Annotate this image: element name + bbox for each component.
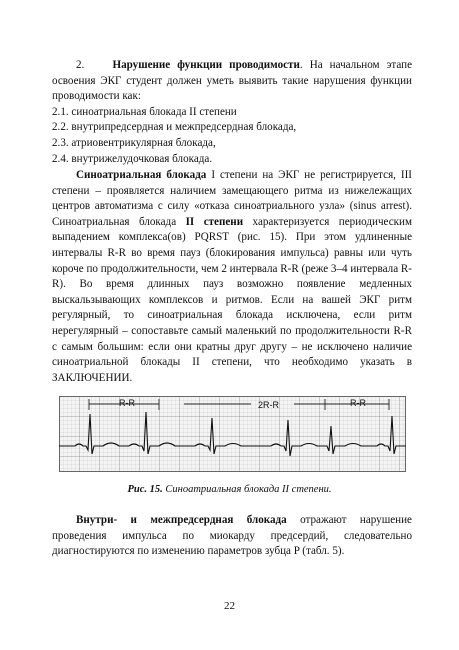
list-item: 2.2. внутрипредсердная и межпредсердная блокада, [52, 121, 297, 134]
section-title: Нарушение функции проводимости [112, 59, 300, 71]
interval-label-2rr: 2R-R [258, 400, 280, 410]
list-item: 2.3. атриовентрикулярная блокада, [52, 136, 216, 149]
figure-caption-text: Синоатриальная блокада II степени. [162, 484, 332, 495]
interval-label-rr: R-R [119, 398, 135, 408]
sa-block-text-2: характеризуется периодическим выпадением комплекса(ов) PQRST (рис. 15). При этом удлиненные интервалы R-R во время пауз (блокирования импульса) равны или чуть короче по продолжительности, чем 2 интервала R-R (реже 3–4 интервала R-R). Во время длинных пауз возможно появление медленных выскальзывающих комплексов и ритмов. Если на вашей ЭКГ ритм регулярный, то синоатриальная блокада исключена, если ритм нерегулярный – сопоставьте самый маленький по продолжительности R-R с самым большим: если они кратны друг другу – не исключено наличие синоатриальной блокады II степени, что необходимо указать в ЗАКЛЮЧЕНИИ. [52, 215, 412, 384]
list-item: 2.1. синоатриальная блокада II степени [52, 105, 237, 118]
interval-label-rr: R-R [350, 398, 366, 408]
sa-block-text-1: I степени на ЭКГ не регистрируется, III степени – проявляется наличием замещающего ритма из нижележащих центров автоматизма с силу «отказа синоатриального узла» (sinus arrest). Синоатриальная блокада [52, 169, 412, 228]
ecg-strip-figure [59, 396, 406, 472]
interatrial-block-text: отражают нарушение проведения импульса по миокарду предсердий, следовательно диагностируются по изменению параметров зубца P (табл. 5). [52, 514, 412, 558]
interatrial-block-term: Внутри- и межпредсердная блокада [76, 514, 287, 526]
list-item: 2.4. внутрижелудочковая блокада. [52, 152, 213, 165]
sa-block-paragraph [52, 168, 412, 386]
figure-number: Рис. 15. [127, 484, 163, 495]
figure-caption [0, 484, 459, 495]
sa-block-term: Синоатриальная блокада [76, 169, 207, 181]
interatrial-block-paragraph [52, 513, 412, 560]
section-intro: . На начальном этапе освоения ЭКГ студент должен уметь выявить такие нарушения функции проводимости как: [52, 59, 412, 103]
page-number: 22 [224, 600, 235, 612]
section-2-heading [52, 58, 412, 167]
sa-block-degree: II степени [185, 215, 244, 228]
section-number: 2. [76, 59, 85, 71]
